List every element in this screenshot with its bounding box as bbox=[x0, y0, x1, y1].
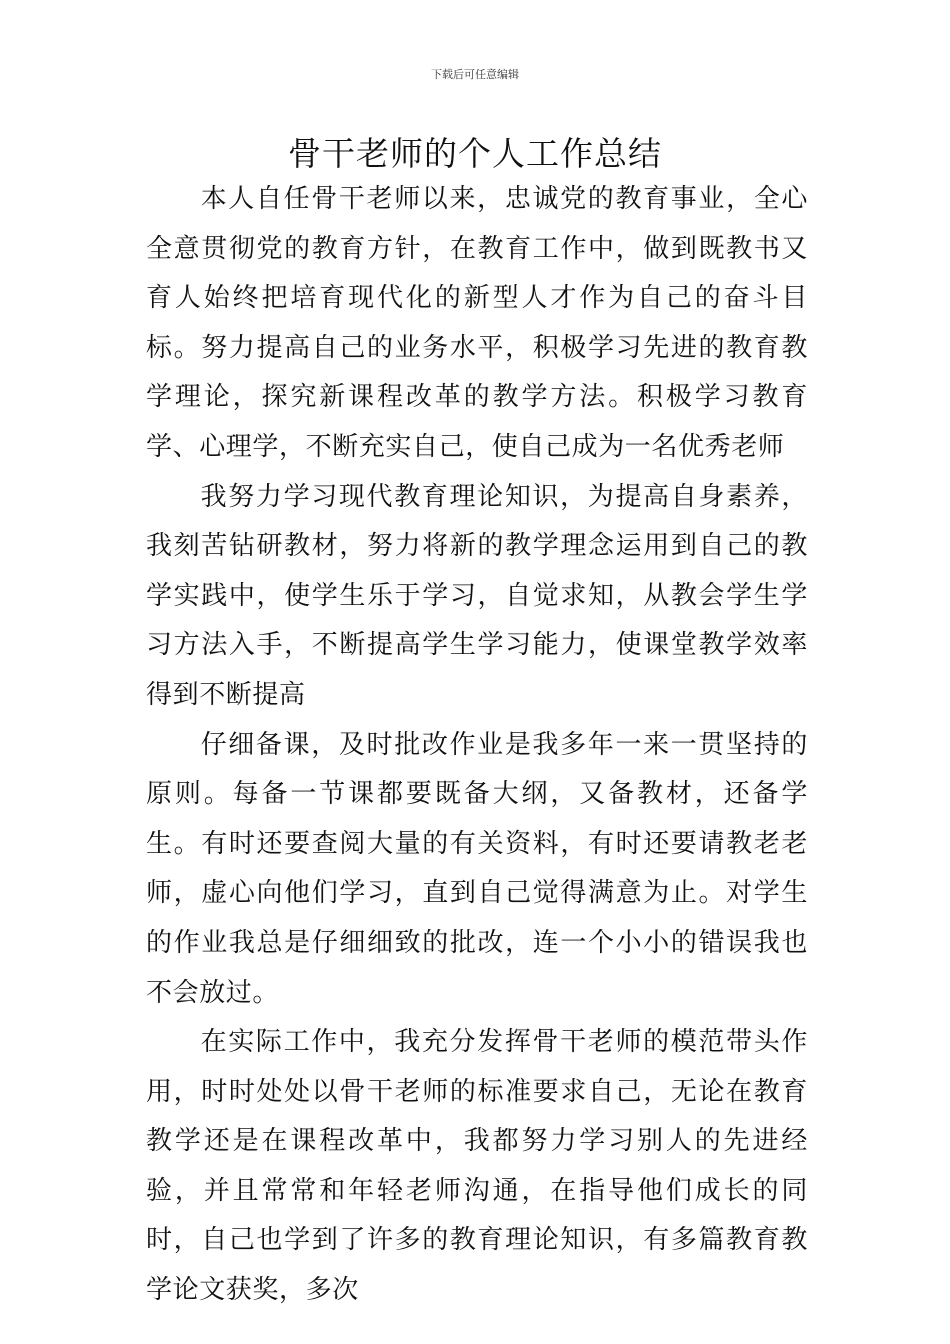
header-note: 下载后可任意编辑 bbox=[431, 68, 519, 81]
document-title: 骨干老师的个人工作总结 bbox=[288, 134, 662, 173]
document-body bbox=[146, 175, 808, 1316]
paragraph-2: 我努力学习现代教育理论知识，为提高自身素养，我刻苦钻研教材，努力将新的教学理念运用到自己的教学实践中，使学生乐于学习，自觉求知，从教会学生学习方法入手，不断提高学生学习能力，使课堂教学效率得到不断提高 bbox=[146, 481, 808, 710]
paragraph-4: 在实际工作中，我充分发挥骨干老师的模范带头作用，时时处处以骨干老师的标准要求自己，无论在教育教学还是在课程改革中，我都努力学习别人的先进经验，并且常常和年轻老师沟通，在指导他们成长的同时，自己也学到了许多的教育理论知识，有多篇教育教学论文获奖，多次 bbox=[146, 1027, 808, 1306]
paragraph-3: 仔细备课，及时批改作业是我多年一来一贯坚持的原则。每备一节课都要既备大纲，又备教材，还备学生。有时还要查阅大量的有关资料，有时还要请教老老师，虚心向他们学习，直到自己觉得满意为止。对学生的作业我总是仔细细致的批改，连一个小小的错误我也不会放过。 bbox=[146, 729, 808, 1008]
paragraph-1: 本人自任骨干老师以来，忠诚党的教育事业，全心全意贯彻党的教育方针，在教育工作中，做到既教书又育人始终把培育现代化的新型人才作为自己的奋斗目标。努力提高自己的业务水平，积极学习先进的教育教学理论，探究新课程改革的教学方法。积极学习教育学、心理学，不断充实自己，使自己成为一名优秀老师 bbox=[146, 184, 808, 462]
